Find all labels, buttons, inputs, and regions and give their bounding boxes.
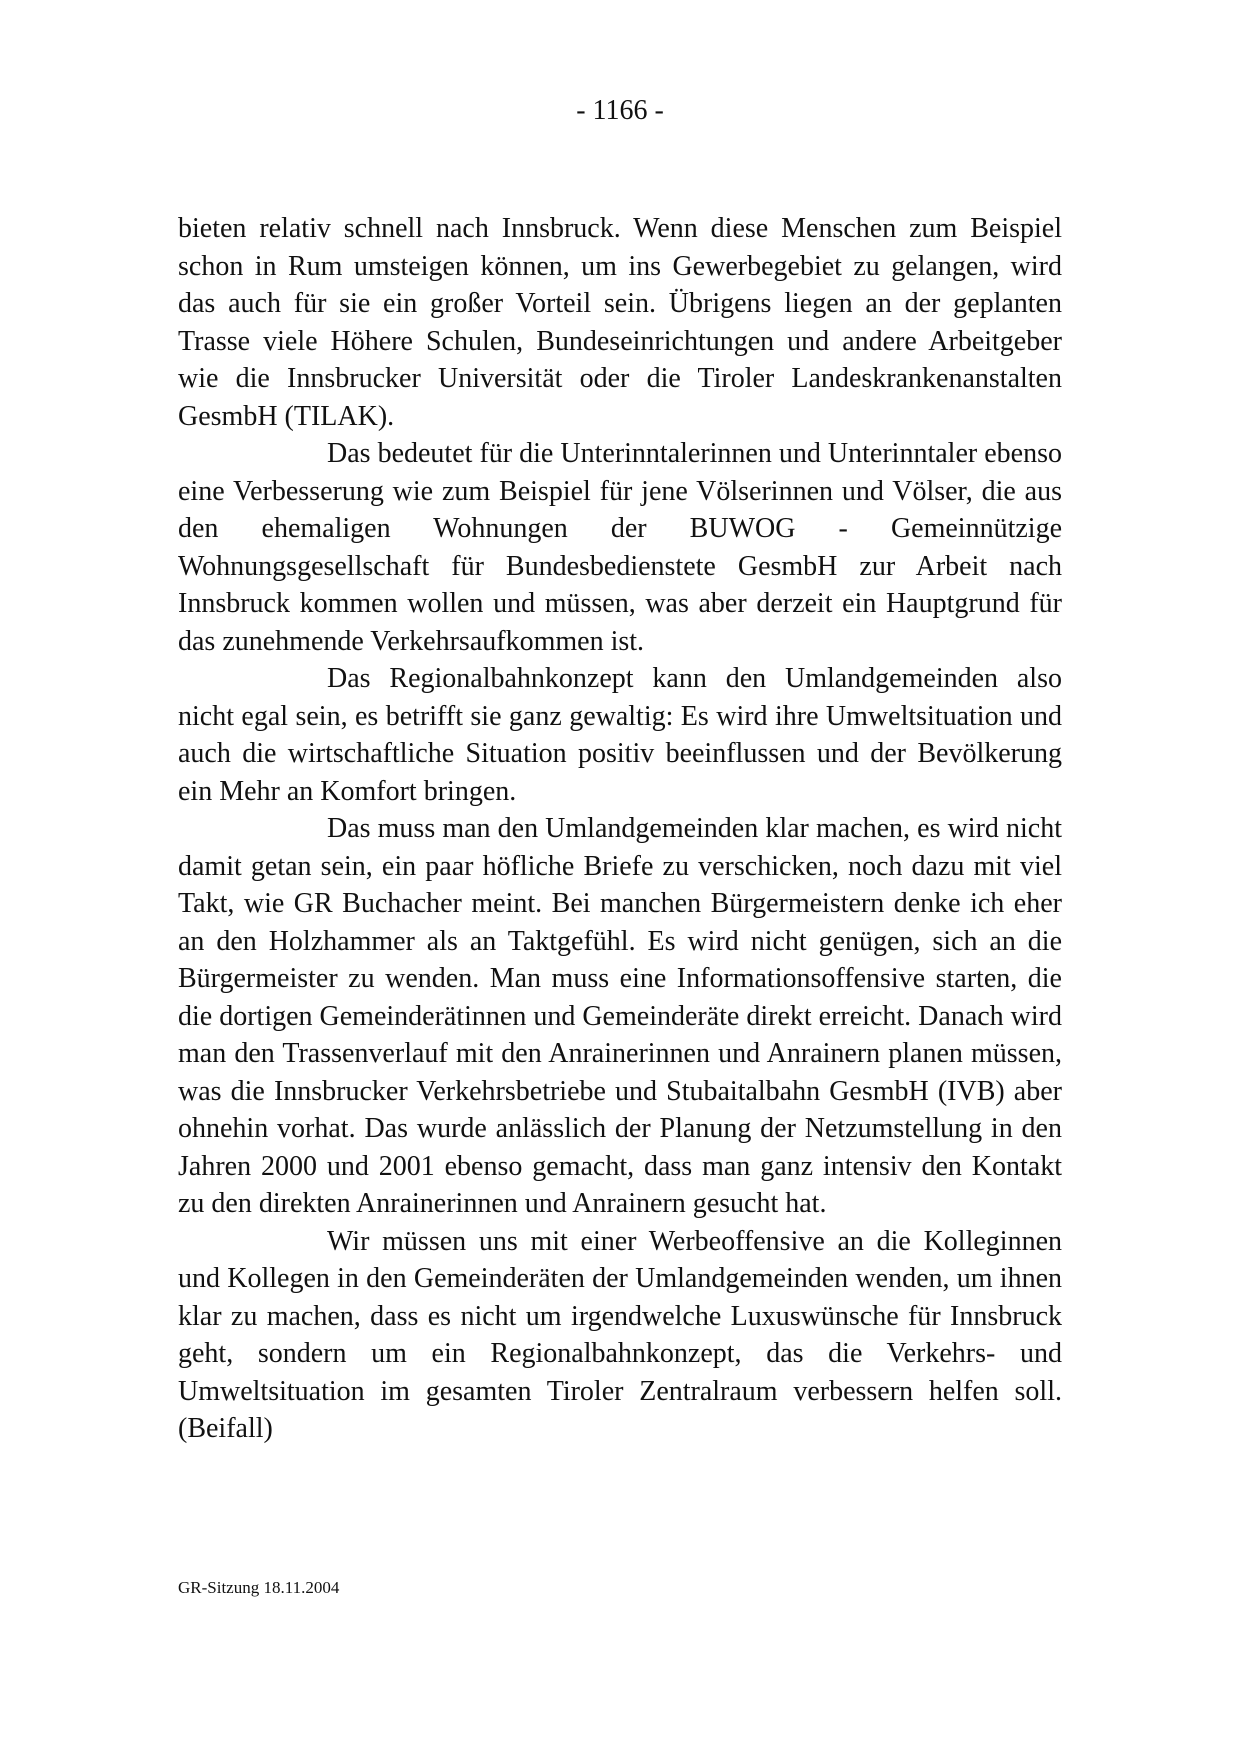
footer-session-date: GR-Sitzung 18.11.2004	[178, 1578, 340, 1597]
paragraph: Das Regionalbahnkonzept kann den Umlandgemeinden also nicht egal sein, es betrifft sie ganz gewaltig: Es wird ihre Umweltsituation und auch die wirtschaftliche Situation positiv beeinflussen und der Bevölkerung ein Mehr an Komfort bringen.	[178, 663, 1062, 807]
paragraph: Wir müssen uns mit einer Werbeoffensive an die Kolleginnen und Kollegen in den Gemeinderäten der Umlandgemeinden wenden, um ihnen klar zu machen, dass es nicht um irgendwelche Luxuswünsche für Innsbruck geht, sondern um ein Regionalbahnkonzept, das die Verkehrs- und Umweltsituation im gesamten Tiroler Zentralraum verbessern helfen soll. (Beifall)	[178, 1225, 1062, 1444]
paragraph-continuation: bieten relativ schnell nach Innsbruck. Wenn diese Menschen zum Beispiel schon in Rum umsteigen können, um ins Gewerbegebiet zu gelangen, wird das auch für sie ein großer Vorteil sein. Übrigens liegen an der geplanten Trasse viele Höhere Schulen, Bundeseinrichtungen und andere Arbeitgeber wie die Innsbrucker Universität oder die Tiroler Landeskrankenanstalten GesmbH (TILAK).	[178, 213, 1062, 432]
document-body	[178, 210, 1062, 1448]
paragraph: Das bedeutet für die Unterinntalerinnen und Unterinntaler ebenso eine Verbesserung wie zum Beispiel für jene Völserinnen und Völser, die aus den ehemaligen Wohnungen der BUWOG - Gemeinnützige Wohnungsgesellschaft für Bundesbedienstete GesmbH zur Arbeit nach Innsbruck kommen wollen und müssen, was aber derzeit ein Hauptgrund für das zunehmende Verkehrsaufkommen ist.	[178, 438, 1062, 657]
page-number: - 1166 -	[576, 95, 664, 126]
paragraph: Das muss man den Umlandgemeinden klar machen, es wird nicht damit getan sein, ein paar höfliche Briefe zu verschicken, noch dazu mit viel Takt, wie GR Buchacher meint. Bei manchen Bürgermeistern denke ich eher an den Holzhammer als an Taktgefühl. Es wird nicht genügen, sich an die Bürgermeister zu wenden. Man muss eine Informationsoffensive starten, die die dortigen Gemeinderätinnen und Gemeinderäte direkt erreicht. Danach wird man den Trassenverlauf mit den Anrainerinnen und Anrainern planen müssen, was die Innsbrucker Verkehrsbetriebe und Stubaitalbahn GesmbH (IVB) aber ohnehin vorhat. Das wurde anlässlich der Planung der Netzumstellung in den Jahren 2000 und 2001 ebenso gemacht, dass man ganz intensiv den Kontakt zu den direkten Anrainerinnen und Anrainern gesucht hat.	[178, 813, 1062, 1219]
